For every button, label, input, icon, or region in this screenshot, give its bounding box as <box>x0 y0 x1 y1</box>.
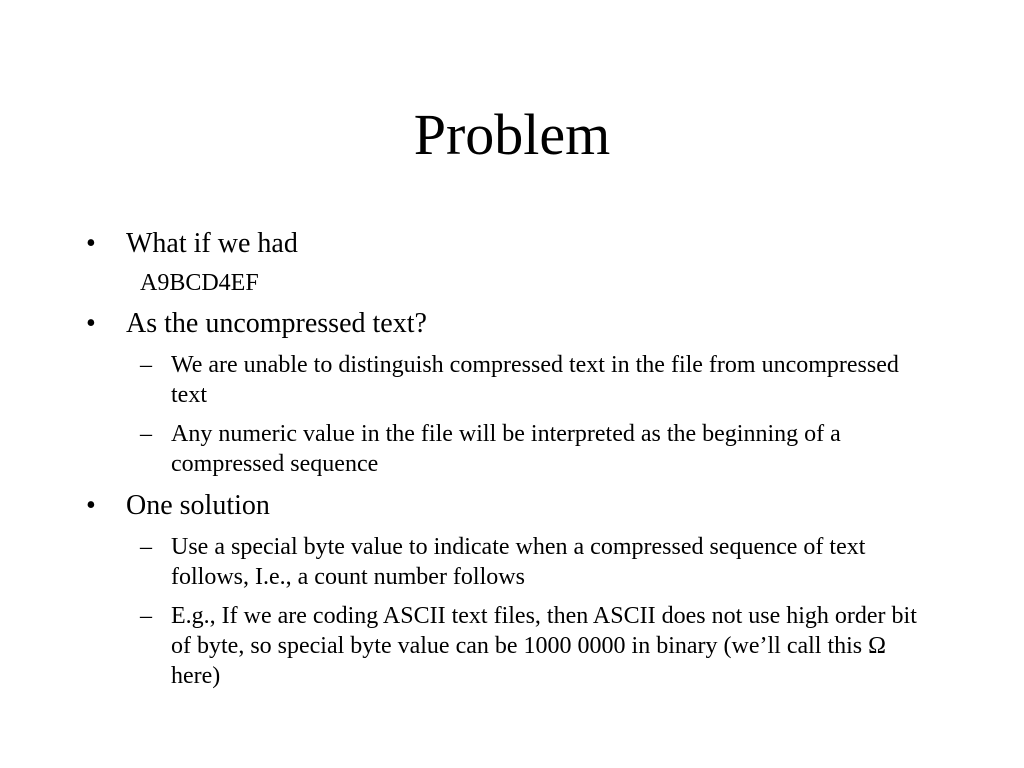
sub-bullet-text: E.g., If we are coding ASCII text files, then ASCII does not use high order bit of byte, so special byte value can be 1000 0000 in binary (we’ll call this Ω here) <box>171 603 917 689</box>
sub-bullet-item <box>86 601 936 691</box>
code-line: A9BCD4EF <box>140 270 259 296</box>
dash-marker: – <box>140 534 152 560</box>
bullet-item <box>86 306 936 342</box>
sub-bullet-text: Any numeric value in the file will be interpreted as the beginning of a compressed sequence <box>171 421 841 477</box>
dash-marker: – <box>140 421 152 447</box>
bullet-group <box>86 306 936 479</box>
sub-bullet-text: Use a special byte value to indicate when a compressed sequence of text follows, I.e., a count number follows <box>171 534 866 590</box>
sub-bullet-item <box>86 419 936 479</box>
bullet-item <box>86 226 936 262</box>
bullet-group <box>86 226 936 298</box>
slide-content <box>86 226 936 700</box>
dash-marker: – <box>140 603 152 629</box>
dash-marker: – <box>140 352 152 378</box>
bullet-marker: • <box>86 308 96 339</box>
bullet-text: What if we had <box>126 228 298 259</box>
sub-bullet-text: We are unable to distinguish compressed text in the file from uncompressed text <box>171 352 899 408</box>
slide-title: Problem <box>413 102 611 167</box>
bullet-text: As the uncompressed text? <box>126 308 427 339</box>
bullet-group <box>86 488 936 691</box>
bullet-item <box>86 488 936 524</box>
bullet-text: One solution <box>126 490 270 521</box>
sub-bullet-item <box>86 532 936 592</box>
sub-bullet-item <box>86 350 936 410</box>
bullet-marker: • <box>86 490 96 521</box>
bullet-marker: • <box>86 228 96 259</box>
